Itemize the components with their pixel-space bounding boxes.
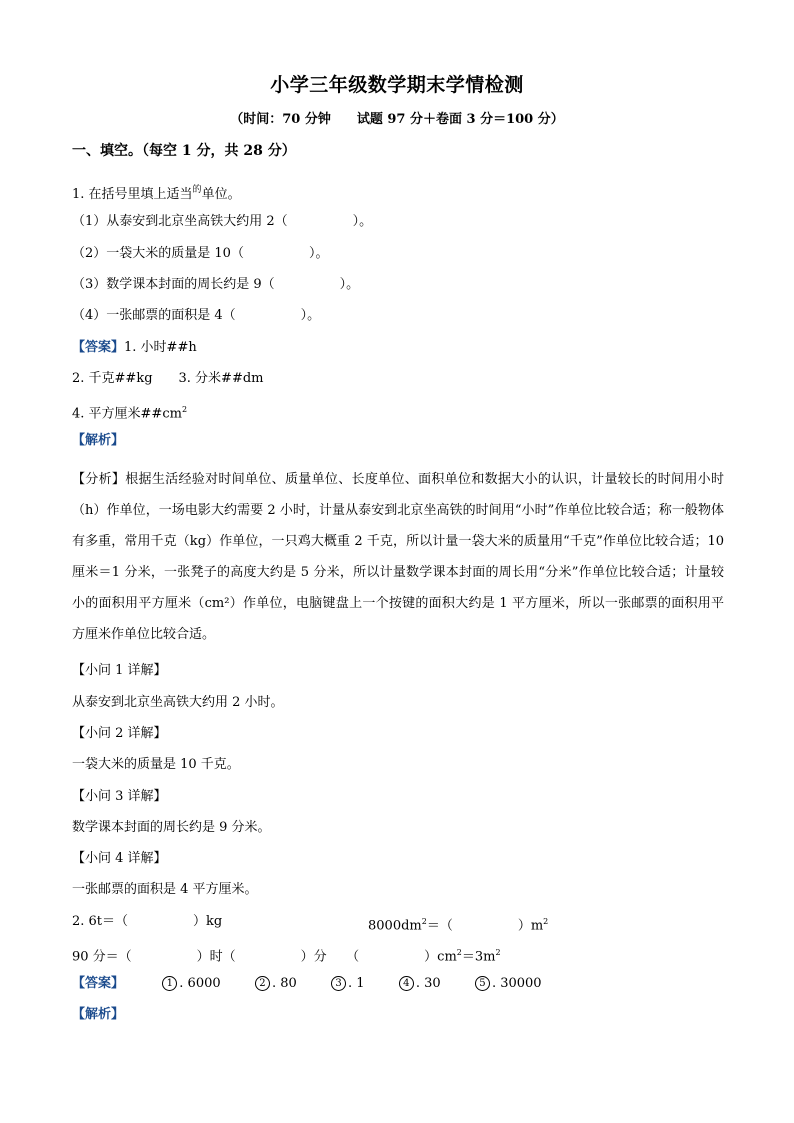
answer-item bbox=[475, 976, 542, 991]
detail-tag: 【小问 4 详解】 bbox=[72, 851, 167, 866]
answer-item bbox=[162, 976, 220, 991]
answer-item bbox=[255, 976, 297, 991]
question-2-answer bbox=[72, 975, 542, 993]
analysis-tag: 【解析】 bbox=[72, 433, 125, 448]
superscript: 2 bbox=[456, 948, 462, 957]
page-title: 小学三年级数学期末学情检测 bbox=[270, 74, 524, 96]
section-heading-fill-blank: 一、填空。（每空 1 分，共 28 分） bbox=[72, 143, 296, 159]
detail-text: 一张邮票的面积是 4 平方厘米。 bbox=[72, 882, 258, 897]
stem-text-small: 的 bbox=[192, 185, 202, 195]
detail-tag: 【小问 1 详解】 bbox=[72, 663, 167, 678]
answer-text: 4. 平方厘米##cm bbox=[72, 406, 182, 422]
answer-tag: 【答案】 bbox=[72, 976, 125, 991]
page-subtitle: （时间：70 分钟 试题 97 分＋卷面 3 分＝100 分） bbox=[230, 112, 564, 127]
circled-number: 1 bbox=[162, 976, 177, 991]
detail-tag: 【小问 3 详解】 bbox=[72, 789, 167, 804]
answer-value: . 30 bbox=[415, 976, 441, 991]
answer-value: . 80 bbox=[271, 976, 297, 991]
answer-line: 2. 千克##kg 3. 分米##dm bbox=[72, 371, 264, 386]
question-1-stem bbox=[72, 181, 241, 204]
question-2-line-1-right bbox=[368, 913, 548, 935]
answer-value: . 6000 bbox=[179, 976, 221, 991]
q2-part-b: 8000dm bbox=[368, 918, 422, 934]
question-1-answer bbox=[72, 339, 197, 357]
superscript: 2 bbox=[495, 948, 501, 957]
q2-part-c: 90 分＝（ ）时（ ）分 （ ）cm bbox=[72, 949, 457, 965]
analysis-paragraph: 【分析】根据生活经验对时间单位、质量单位、长度单位、面积单位和数据大小的认识，计量较长的时间用小时（h）作单位，一场电影大约需要 2 小时，计量从泰安到北京坐高铁的时间用“小时”作单位比较合适；称一般物体有多重，常用千克（kg）作单位，一只鸡大概重 2 千克，所以计量一袋大米的质量用“千克”作单位比较合适；10 厘米＝1 分米，一张凳子的高度大约是 5 分米，所以计量数学课本封面的周长用“分米”作单位比较合适；计量较小的面积用平方厘米（cm²）作单位，电脑键盘上一个按键的面积大约是 1 平方厘米，所以一张邮票的面积用平方厘米作单位比较合适。 bbox=[72, 472, 724, 642]
detail-text: 数学课本封面的周长约是 9 分米。 bbox=[72, 820, 271, 835]
superscript: 2 bbox=[543, 917, 549, 926]
circled-number: 3 bbox=[331, 976, 346, 991]
superscript: 2 bbox=[181, 405, 188, 414]
question-1-item: （1）从泰安到北京坐高铁大约用 2（ ）。 bbox=[72, 214, 373, 229]
detail-text: 一袋大米的质量是 10 千克。 bbox=[72, 757, 240, 772]
q2-part-b2: ＝（ ）m bbox=[426, 918, 544, 934]
answer-item bbox=[399, 976, 441, 991]
circled-number: 2 bbox=[255, 976, 270, 991]
stem-text-a: 1. 在括号里填上适当 bbox=[72, 187, 193, 202]
answer-item bbox=[331, 976, 365, 991]
answer-value: . 1 bbox=[348, 976, 365, 991]
answer-value: . 30000 bbox=[491, 976, 542, 991]
superscript: 2 bbox=[421, 917, 427, 926]
answer-text: 1. 小时##h bbox=[124, 340, 197, 355]
analysis-tag: 【解析】 bbox=[72, 1007, 125, 1022]
question-1-item: （2）一袋大米的质量是 10（ ）。 bbox=[72, 246, 329, 261]
question-2-line-1 bbox=[72, 913, 222, 931]
stem-text-b: 单位。 bbox=[201, 187, 241, 202]
question-2-line-2 bbox=[72, 944, 501, 966]
question-1-item: （3）数学课本封面的周长约是 9（ ）。 bbox=[72, 277, 360, 292]
circled-number: 4 bbox=[399, 976, 414, 991]
answer-line bbox=[72, 401, 187, 423]
detail-tag: 【小问 2 详解】 bbox=[72, 726, 167, 741]
detail-text: 从泰安到北京坐高铁大约用 2 小时。 bbox=[72, 695, 284, 710]
answer-tag: 【答案】 bbox=[72, 340, 125, 355]
q2-part-a: 2. 6t＝（ ）kg bbox=[72, 914, 223, 929]
circled-number: 5 bbox=[475, 976, 490, 991]
question-1-item: （4）一张邮票的面积是 4（ ）。 bbox=[72, 308, 321, 323]
q2-part-d: ＝3m bbox=[461, 949, 496, 965]
